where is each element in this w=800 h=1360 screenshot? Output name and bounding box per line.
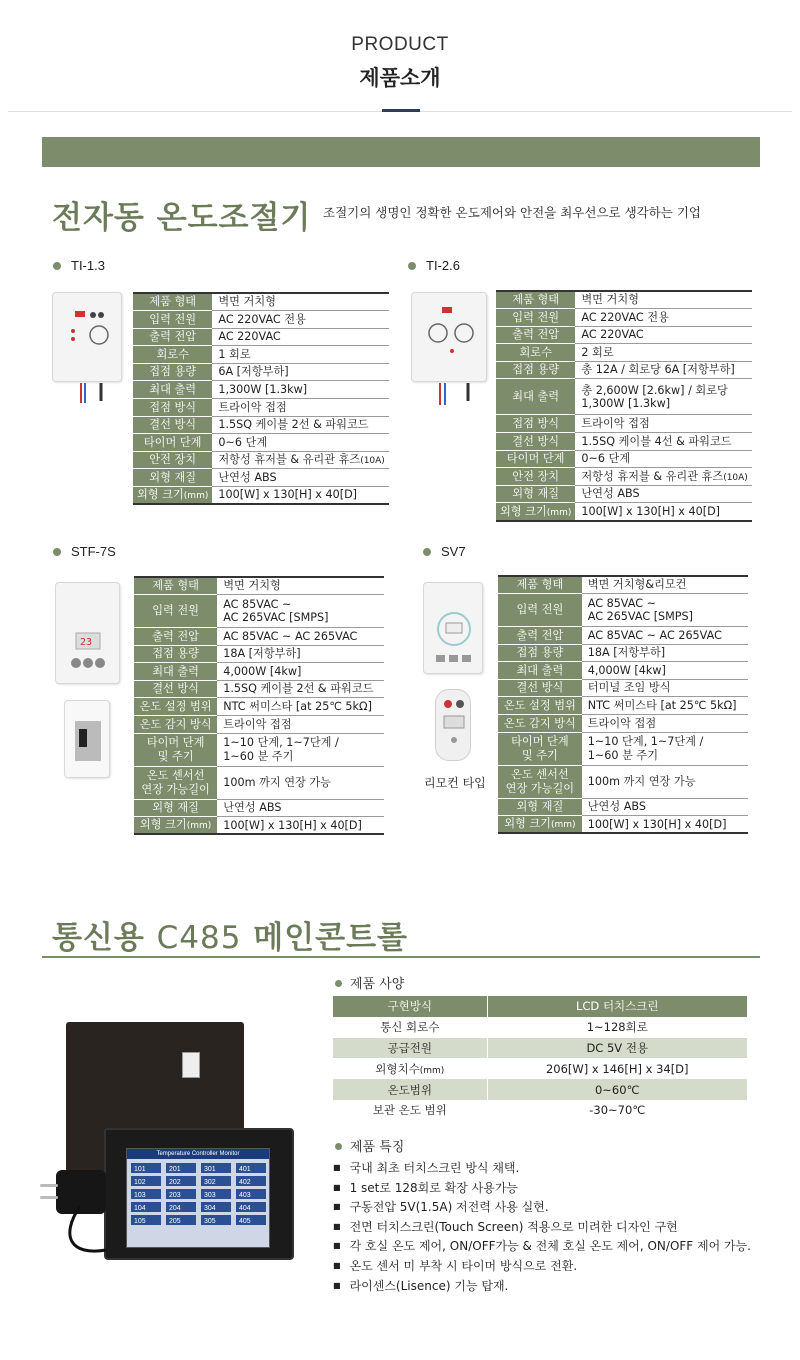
spec-key: 온도 감지 방식: [498, 715, 582, 733]
spec-key: 출력 전압: [496, 326, 575, 344]
ti13-device-image: [52, 292, 122, 382]
spec-key: 접점 용량: [496, 361, 575, 379]
feature-item: ■ 각 호실 온도 제어, ON/OFF가능 & 전체 호실 온도 제어, ON/OFF 제어 가능.: [333, 1237, 751, 1257]
feature-item: ■ 국내 최초 터치스크린 방식 채택.: [333, 1159, 751, 1179]
c485-spec-value: 1~128회로: [487, 1017, 747, 1038]
spec-key: 접점 용량: [498, 644, 582, 662]
spec-value: AC 220VAC: [575, 326, 751, 344]
spec-key: 결선 방식: [496, 433, 575, 451]
spec-table-ti26: [496, 290, 752, 522]
spec-key: 온도 감지 방식: [134, 716, 217, 734]
header-en: PRODUCT: [351, 34, 449, 55]
screen-room-label: 301: [204, 1166, 216, 1173]
spec-key: 결선 방식: [498, 679, 582, 697]
spec-key: 입력 전원: [134, 595, 217, 628]
spec-value: 터미널 조임 방식: [582, 679, 748, 697]
spec-value: 난연성 ABS: [582, 798, 748, 816]
feature-item: ■ 구동전압 5V(1.5A) 저전력 사용 실현.: [333, 1198, 751, 1218]
c485-spec-key: 보관 온도 범위: [333, 1100, 487, 1121]
spec-value: 2 회로: [575, 344, 751, 362]
spec-key: 최대 출력: [498, 662, 582, 680]
c485-spec-key: 외형치수(mm): [333, 1058, 487, 1079]
screen-room-label: 105: [134, 1218, 146, 1225]
spec-key: 제품 형태: [498, 576, 582, 594]
spec-value: 100[W] x 130[H] x 40[D]: [575, 503, 751, 521]
spec-key: 타이머 단계: [133, 434, 212, 452]
c485-spec-key: 통신 회로수: [333, 1017, 487, 1038]
screen-room-label: 303: [204, 1192, 216, 1199]
screen-room-label: 204: [169, 1205, 181, 1212]
spec-value: 저항성 휴저블 & 유리관 휴즈(10A): [575, 468, 751, 486]
feature-item: ■ 1 set로 128회로 확장 사용가능: [333, 1179, 751, 1199]
screen-room-label: 401: [239, 1166, 251, 1173]
spec-key: 타이머 단계: [496, 450, 575, 468]
feature-item: ■ 라이센스(Lisence) 기능 탑재.: [333, 1277, 751, 1297]
spec-key: 외형 크기(mm): [496, 503, 575, 521]
spec-table-stf7s: [134, 576, 384, 835]
spec-value: 벽면 거치형: [575, 291, 751, 309]
feature-item: ■ 온도 센서 미 부착 시 타이머 방식으로 전환.: [333, 1257, 751, 1277]
spec-value: 저항성 휴저블 & 유리관 휴즈(10A): [212, 451, 388, 469]
section-banner: [42, 137, 760, 167]
spec-key: 외형 크기(mm): [498, 816, 582, 834]
screen-room-label: 201: [169, 1166, 181, 1173]
spec-key: 접점 용량: [133, 363, 212, 381]
sv7-device-image: [423, 582, 483, 674]
spec-key: 회로수: [496, 344, 575, 362]
screen-room-label: 302: [204, 1179, 216, 1186]
screen-room-label: 402: [239, 1179, 251, 1186]
spec-key: 외형 재질: [498, 798, 582, 816]
spec-value: 100[W] x 130[H] x 40[D]: [217, 817, 384, 835]
spec-value: 1~10 단계, 1~7단계 / 1~60 분 주기: [582, 732, 748, 765]
spec-key: 안전 장치: [496, 468, 575, 486]
adapter-cable: [60, 1206, 110, 1266]
stf7s-display: 23: [80, 637, 93, 648]
spec-value: 100m 까지 연장 가능: [217, 766, 384, 799]
spec-key: 외형 재질: [496, 485, 575, 503]
controller-screen: [126, 1148, 270, 1248]
spec-table-ti13: [133, 292, 389, 505]
spec-value: 벽면 거치형: [217, 577, 384, 595]
feature-heading: 제품 특징: [335, 1136, 404, 1155]
spec-value: 트라이악 접점: [212, 399, 388, 417]
spec-value: AC 220VAC: [212, 328, 388, 346]
spec-key: 출력 전압: [134, 628, 217, 646]
spec-table-sv7: [498, 575, 748, 834]
spec-key: 타이머 단계 및 주기: [134, 733, 217, 766]
spec-key: 접점 방식: [496, 415, 575, 433]
section2-title: 통신용 C485 메인콘트롤: [52, 920, 408, 956]
screen-room-label: 203: [169, 1192, 181, 1199]
product-label-ti13: TI-1.3: [53, 258, 105, 273]
spec-key: 결선 방식: [133, 416, 212, 434]
header-ko: 제품소개: [359, 66, 441, 90]
c485-spec-key: 공급전원: [333, 1038, 487, 1059]
header-accent: [382, 109, 420, 112]
spec-value: AC 220VAC 전용: [212, 311, 388, 329]
stf7s-back-image: [64, 700, 110, 778]
section1-title: 전자동 온도조절기: [52, 200, 312, 236]
spec-value: 1.5SQ 케이블 2선 & 파워코드: [217, 680, 384, 698]
spec-key: 최대 출력: [496, 379, 575, 415]
spec-value: 18A [저항부하]: [217, 645, 384, 663]
screen-room-label: 304: [204, 1205, 216, 1212]
spec-value: 난연성 ABS: [217, 799, 384, 817]
spec-value: 1.5SQ 케이블 2선 & 파워코드: [212, 416, 388, 434]
spec-key: 제품 형태: [134, 577, 217, 595]
spec-key: 외형 크기(mm): [133, 487, 212, 505]
c485-spec-key: 구현방식: [333, 996, 487, 1017]
spec-key: 온도 설정 범위: [134, 698, 217, 716]
spec-key: 회로수: [133, 346, 212, 364]
spec-value: AC 220VAC 전용: [575, 309, 751, 327]
spec-value: 100[W] x 130[H] x 40[D]: [212, 487, 388, 505]
spec-value: 트라이악 접점: [575, 415, 751, 433]
spec-key: 접점 방식: [133, 399, 212, 417]
spec-value: AC 85VAC ~ AC 265VAC [SMPS]: [217, 595, 384, 628]
spec-value: AC 85VAC ~ AC 265VAC [SMPS]: [582, 594, 748, 627]
spec-key: 접점 용량: [134, 645, 217, 663]
spec-value: 난연성 ABS: [212, 469, 388, 487]
spec-key: 제품 형태: [133, 293, 212, 311]
spec-value: 18A [저항부하]: [582, 644, 748, 662]
screen-room-label: 403: [239, 1192, 251, 1199]
spec-value: 총 12A / 회로당 6A [저항부하]: [575, 361, 751, 379]
screen-room-label: 101: [134, 1166, 146, 1173]
c485-spec-value: DC 5V 전용: [487, 1038, 747, 1059]
spec-value: 4,000W [4kw]: [582, 662, 748, 680]
sv7-remote-image: [435, 689, 471, 761]
spec-key: 온도 센서선 연장 가능길이: [498, 765, 582, 798]
spec-key: 온도 설정 범위: [498, 697, 582, 715]
c485-spec-value: 0~60℃: [487, 1079, 747, 1100]
spec-key: 타이머 단계 및 주기: [498, 732, 582, 765]
spec-value: 6A [저항부하]: [212, 363, 388, 381]
spec-value: 0~6 단계: [575, 450, 751, 468]
spec-value: 0~6 단계: [212, 434, 388, 452]
spec-key: 온도 센서선 연장 가능길이: [134, 766, 217, 799]
spec-value: NTC 써미스타 [at 25℃ 5kΩ]: [582, 697, 748, 715]
spec-value: 1,300W [1.3kw]: [212, 381, 388, 399]
spec-key: 안전 장치: [133, 451, 212, 469]
spec-key: 입력 전원: [498, 594, 582, 627]
spec-value: 총 2,600W [2.6kw] / 회로당 1,300W [1.3kw]: [575, 379, 751, 415]
spec-value: NTC 써미스타 [at 25℃ 5kΩ]: [217, 698, 384, 716]
spec-value: 4,000W [4kw]: [217, 663, 384, 681]
spec-value: 벽면 거치형&리모컨: [582, 576, 748, 594]
screen-room-label: 103: [134, 1192, 146, 1199]
section1-subtitle: 조절기의 생명인 정확한 온도제어와 안전을 최우선으로 생각하는 기업: [323, 205, 701, 220]
screen-room-label: 404: [239, 1205, 251, 1212]
spec-key: 입력 전원: [133, 311, 212, 329]
ti26-device-image: [411, 292, 487, 382]
c485-spec-value: 206[W] x 146[H] x 34[D]: [487, 1058, 747, 1079]
spec-key: 최대 출력: [134, 663, 217, 681]
spec-value: 난연성 ABS: [575, 485, 751, 503]
spec-value: 100m 까지 연장 가능: [582, 765, 748, 798]
stf7s-device-image: [55, 582, 120, 684]
spec-key: 출력 전압: [498, 627, 582, 645]
screen-room-label: 305: [204, 1218, 216, 1225]
c485-spec-value: LCD 터치스크린: [487, 996, 747, 1017]
spec-key: 결선 방식: [134, 680, 217, 698]
screen-room-label: 104: [134, 1205, 146, 1212]
feature-item: ■ 전면 터치스크린(Touch Screen) 적용으로 미려한 디자인 구현: [333, 1218, 751, 1238]
c485-spec-key: 온도범위: [333, 1079, 487, 1100]
spec-key: 최대 출력: [133, 381, 212, 399]
c485-spec-value: -30~70℃: [487, 1100, 747, 1121]
spec-key: 외형 재질: [134, 799, 217, 817]
screen-room-label: 405: [239, 1218, 251, 1225]
spec-heading: 제품 사양: [335, 973, 404, 992]
spec-value: 1~10 단계, 1~7단계 / 1~60 분 주기: [217, 733, 384, 766]
remote-type-label: 리모컨 타입: [424, 776, 486, 790]
feature-list: [333, 1159, 751, 1296]
screen-room-label: 202: [169, 1179, 181, 1186]
spec-key: 출력 전압: [133, 328, 212, 346]
screen-room-grid: [127, 1159, 269, 1247]
spec-value: AC 85VAC ~ AC 265VAC: [582, 627, 748, 645]
section2-divider: [42, 956, 760, 958]
spec-value: 100[W] x 130[H] x 40[D]: [582, 816, 748, 834]
spec-value: 1 회로: [212, 346, 388, 364]
product-label-stf7s: STF-7S: [53, 544, 116, 559]
product-label-sv7: SV7: [423, 544, 466, 559]
spec-value: 1.5SQ 케이블 4선 & 파워코드: [575, 433, 751, 451]
screen-title: Temperature Controller Monitor: [127, 1149, 269, 1159]
spec-key: 제품 형태: [496, 291, 575, 309]
spec-value: 벽면 거치형: [212, 293, 388, 311]
spec-value: AC 85VAC ~ AC 265VAC: [217, 628, 384, 646]
spec-key: 외형 재질: [133, 469, 212, 487]
screen-room-label: 102: [134, 1179, 146, 1186]
c485-spec-table: [333, 996, 747, 1121]
product-label-ti26: TI-2.6: [408, 258, 460, 273]
spec-key: 입력 전원: [496, 309, 575, 327]
spec-value: 트라이악 접점: [582, 715, 748, 733]
screen-room-label: 205: [169, 1218, 181, 1225]
spec-key: 외형 크기(mm): [134, 817, 217, 835]
spec-value: 트라이악 접점: [217, 716, 384, 734]
